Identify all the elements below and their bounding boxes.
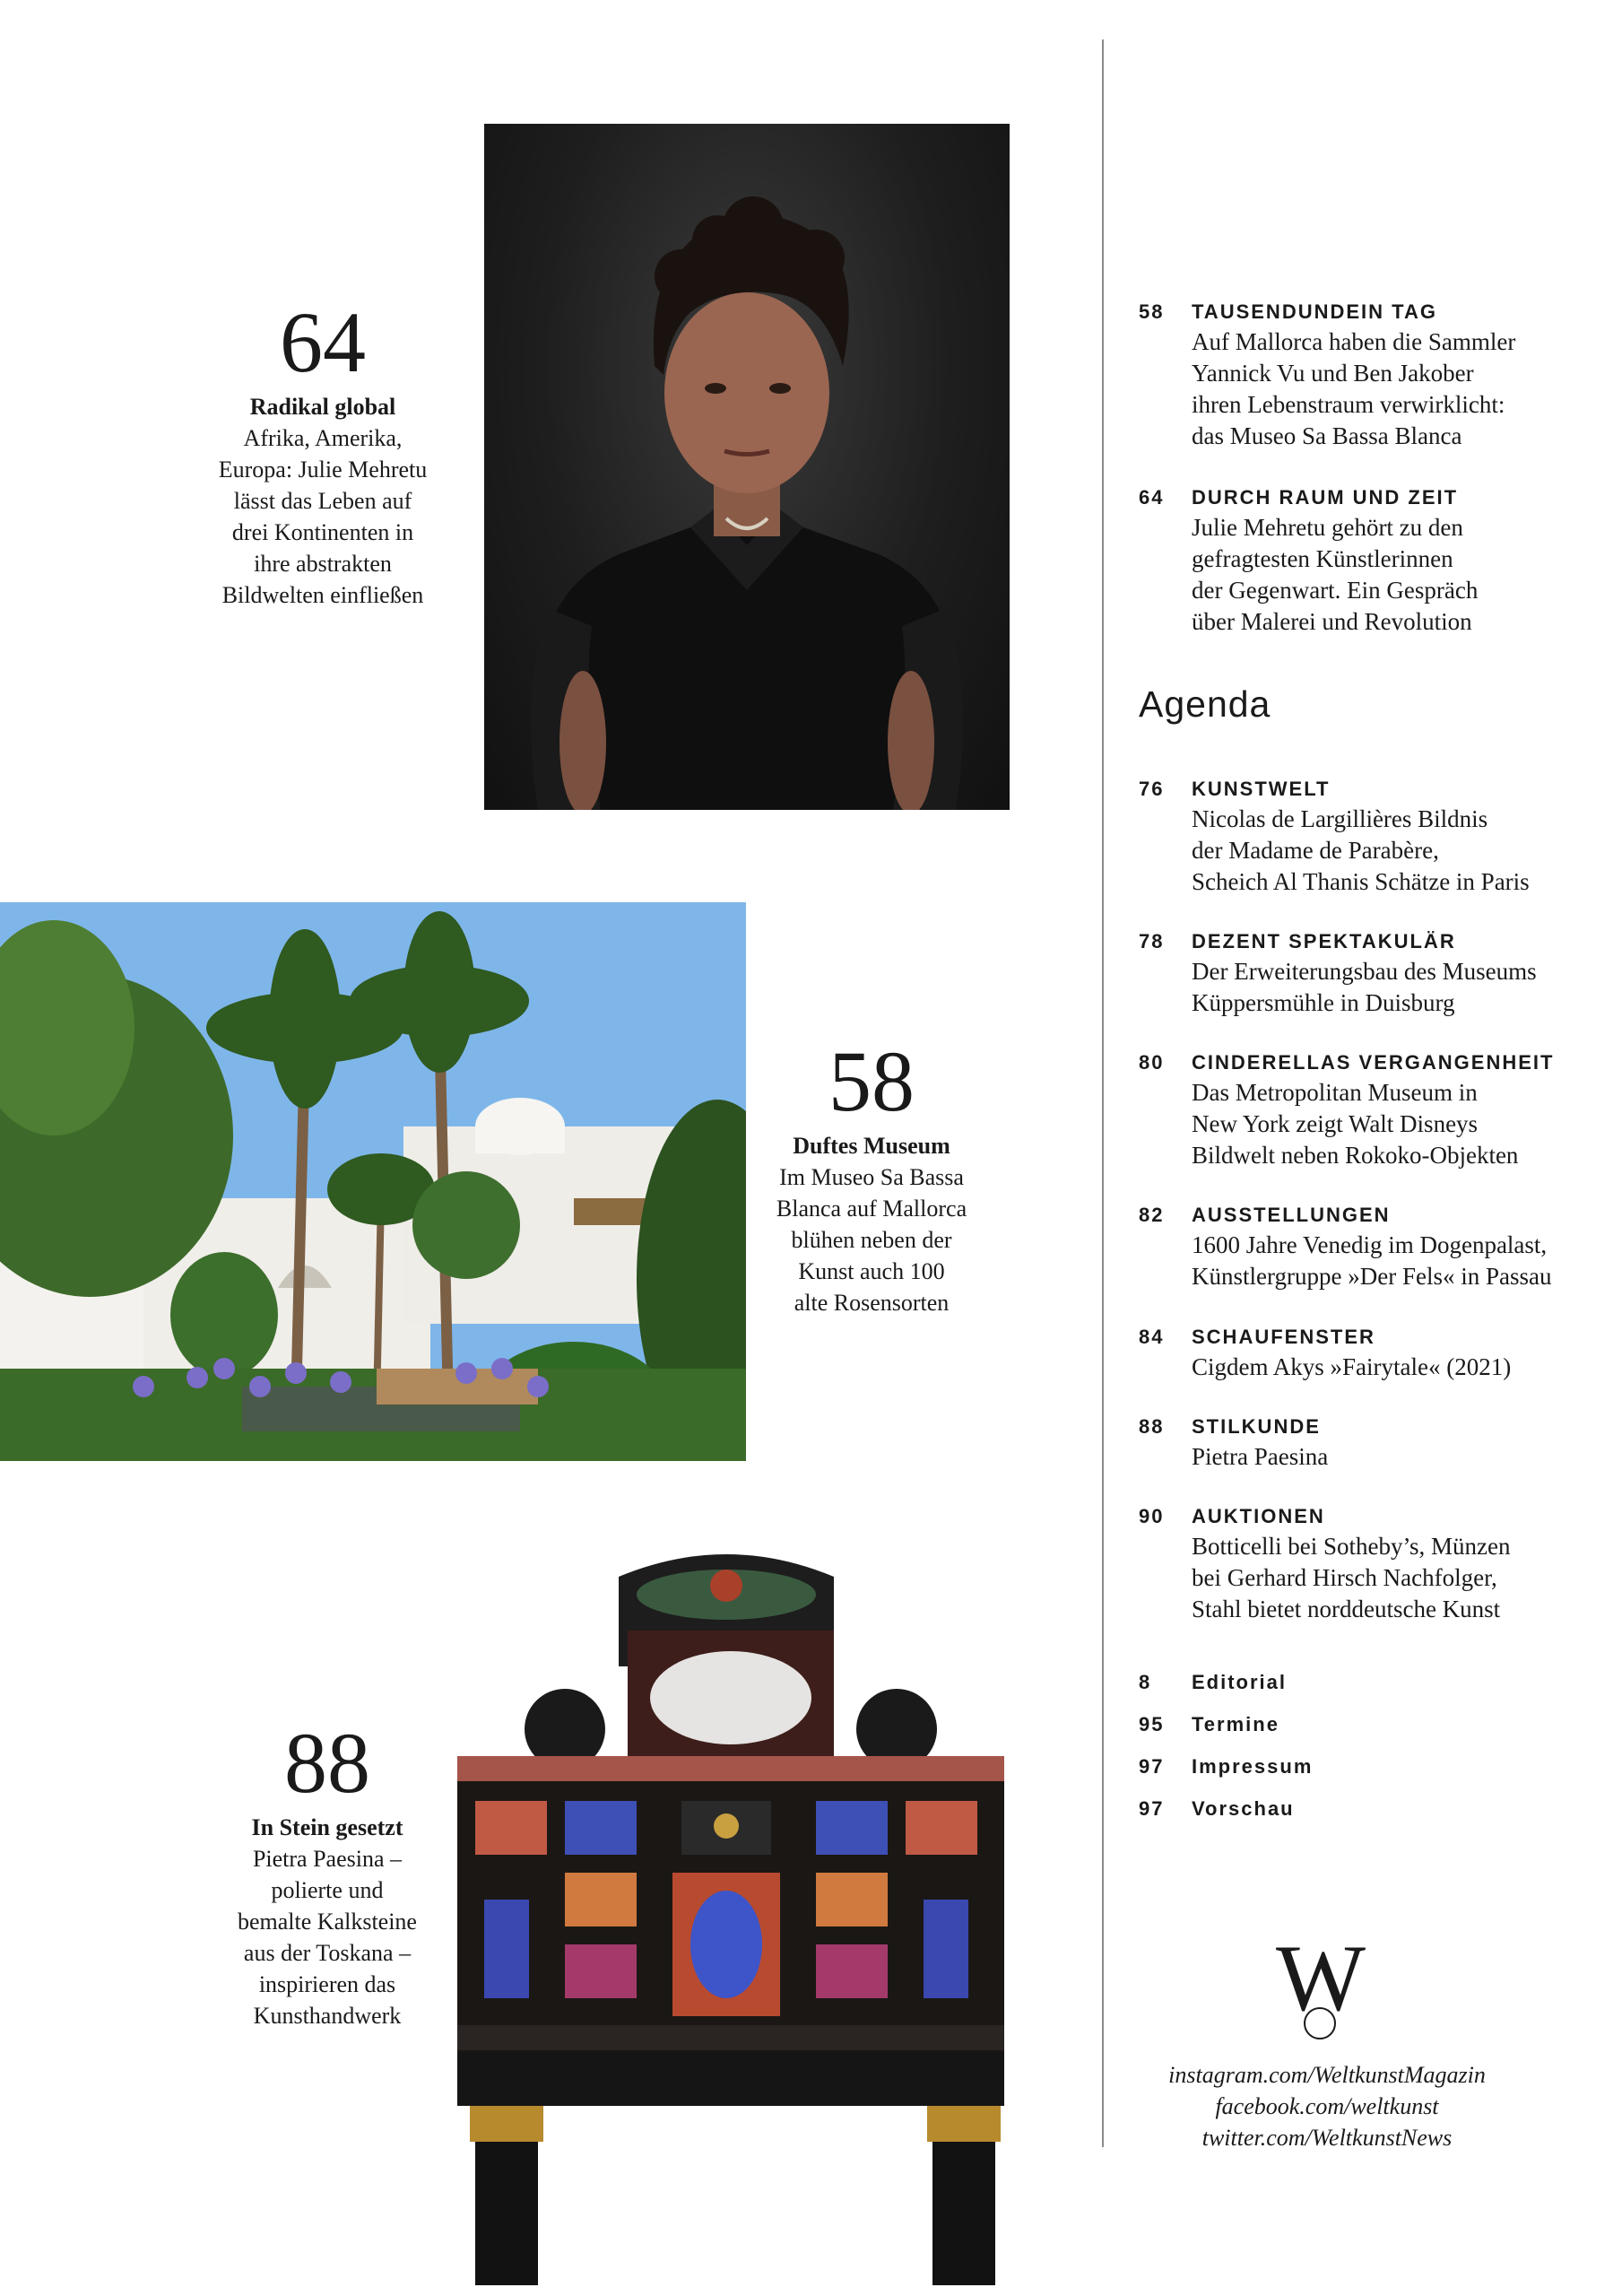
toc-heading: DURCH RAUM UND ZEIT [1192,486,1459,509]
facebook-link[interactable]: facebook.com/weltkunst [1215,2093,1439,2119]
museum-garden-photo [0,902,746,1461]
toc-text: Cigdem Akys »Fairytale« (2021) [1192,1353,1512,1380]
agenda-heading: Agenda [1139,683,1271,725]
toc-page-number: 78 [1139,930,1165,952]
toc-page-number: 82 [1139,1204,1165,1226]
toc-item-58[interactable] [1139,300,1605,452]
toc-page-number: 58 [1139,300,1165,323]
feature-page-number: 58 [828,1033,915,1129]
feature-teaser-64[interactable] [197,294,448,611]
agenda-item-90[interactable] [1139,1504,1605,1630]
toc-text: Nicolas de Largillières Bildnis der Madame de Parabère, Scheich Al Thanis Schätze in Paris [1192,805,1530,895]
toc-text: Das Metropolitan Museum in New York zeigt Walt Disneys Bildwelt neben Rokoko-Objekten [1192,1079,1519,1169]
agenda-item-76[interactable] [1139,777,1605,902]
feature-teaser-88[interactable] [206,1715,448,2031]
toc-heading: Editorial [1192,1671,1288,1693]
toc-heading: Impressum [1192,1755,1314,1778]
misc-item-vorschau[interactable] [1139,1796,1497,1823]
twitter-link[interactable]: twitter.com/WeltkunstNews [1201,2125,1453,2151]
toc-page-number: 76 [1139,778,1165,800]
toc-page-number: 64 [1139,486,1165,509]
toc-heading: Vorschau [1192,1797,1295,1820]
agenda-item-78[interactable] [1139,929,1605,1019]
misc-item-termine[interactable] [1139,1712,1497,1739]
feature-page-number: 64 [280,294,366,390]
toc-text: Auf Mallorca haben die Sammler Yannick Vu und Ben Jakober ihren Lebenstraum verwirklicht: das Museo Sa Bassa Blanca [1192,328,1516,449]
toc-text: Der Erweiterungsbau des Museums Küppersmühle in Duisburg [1192,958,1537,1016]
toc-heading: STILKUNDE [1192,1415,1321,1438]
toc-page-number: 90 [1139,1505,1165,1527]
toc-heading: AUSSTELLUNGEN [1192,1204,1391,1226]
feature-teaser-58[interactable] [755,1033,988,1318]
toc-text: 1600 Jahre Venedig im Dogenpalast, Künstlergruppe »Der Fels« in Passau [1192,1231,1552,1290]
agenda-item-80[interactable] [1139,1050,1605,1176]
toc-page-number: 97 [1139,1797,1165,1820]
feature-description: Afrika, Amerika, Europa: Julie Mehretu lässt das Leben auf drei Kontinenten in ihre abstrakten Bildwelten einfließen [218,425,428,608]
toc-text: Botticelli bei Sotheby’s, Münzen bei Gerhard Hirsch Nachfolger, Stahl bietet norddeutsche Kunst [1192,1533,1511,1622]
portrait-photo [484,124,1010,810]
toc-heading: TAUSENDUNDEIN TAG [1192,300,1437,323]
toc-text: Julie Mehretu gehört zu den gefragtesten Künstlerinnen der Gegenwart. Ein Gespräch über Malerei und Revolution [1192,514,1479,635]
misc-item-editorial[interactable] [1139,1670,1497,1697]
toc-page-number: 95 [1139,1713,1165,1735]
toc-heading: AUKTIONEN [1192,1505,1325,1527]
toc-page-number: 8 [1139,1671,1152,1693]
feature-description: Pietra Paesina – polierte und bemalte Kalksteine aus der Toskana – inspirieren das Kunsthandwerk [238,1846,417,2029]
misc-item-impressum[interactable] [1139,1754,1497,1781]
toc-heading: DEZENT SPEKTAKULÄR [1192,930,1456,952]
agenda-item-88[interactable] [1139,1414,1605,1477]
column-divider [1102,39,1104,2147]
toc-heading: SCHAUFENSTER [1192,1326,1375,1348]
toc-item-64[interactable] [1139,485,1605,638]
toc-page-number: 80 [1139,1051,1165,1074]
toc-page-number: 84 [1139,1326,1165,1348]
toc-text: Pietra Paesina [1192,1443,1329,1470]
logo-circle-icon [1304,2007,1336,2039]
weltkunst-logo: W [1275,1926,1366,2031]
instagram-link[interactable]: instagram.com/WeltkunstMagazin [1168,2062,1486,2088]
feature-description: Im Museo Sa Bassa Blanca auf Mallorca blühen neben der Kunst auch 100 alte Rosensorten [776,1164,967,1316]
agenda-item-84[interactable] [1139,1325,1605,1387]
toc-heading: KUNSTWELT [1192,778,1331,800]
feature-page-number: 88 [284,1715,370,1811]
feature-title: Radikal global [249,394,396,420]
toc-heading: Termine [1192,1713,1279,1735]
agenda-item-82[interactable] [1139,1203,1605,1292]
toc-page-number: 97 [1139,1755,1165,1778]
feature-title: In Stein gesetzt [251,1814,403,1840]
toc-page-number: 88 [1139,1415,1165,1438]
toc-heading: CINDERELLAS VERGANGENHEIT [1192,1051,1555,1074]
pietra-paesina-cabinet-photo [457,1541,1020,2285]
feature-title: Duftes Museum [793,1133,950,1159]
social-links [1125,2059,1529,2153]
